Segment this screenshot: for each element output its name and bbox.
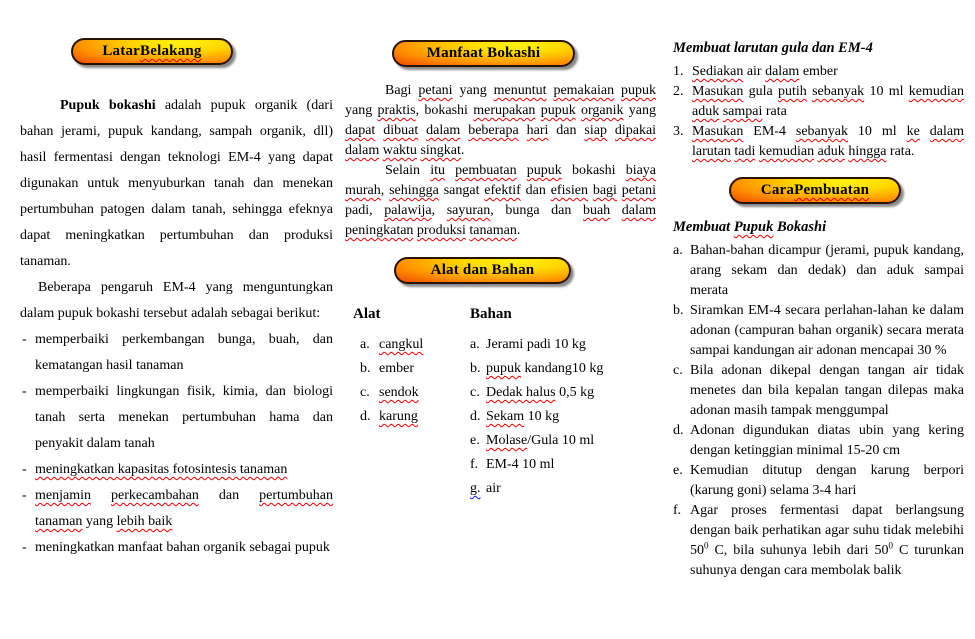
alat-item (353, 407, 470, 427)
paragraph-definisi-bokashi: Pupuk bokashi adalah pupuk organik (dari bahan jerami, pupuk kandang, sampah organik, dll) hasil fermentasi dengan teknologi EM-4 yang dapat digunakan untuk menyuburkan tanah dan menekan pertumbuhan patogen dalam tanah, sehingga efeknya dapat meningkatkan pertumbuhan dan produksi tanaman. (20, 98, 333, 269)
list-item-text: Adonan digundukan diatas ubin yang kering dengan ketinggian minimal 15-20 cm (690, 423, 964, 458)
alat-bahan-lists (345, 306, 656, 503)
alat-list-group (353, 306, 470, 503)
list-item-marker: d. (360, 409, 371, 424)
pembuatan-step (673, 241, 964, 301)
list-item-text: Sekam 10 kg (486, 409, 560, 424)
list-item-marker: b. (673, 303, 684, 318)
bahan-list (470, 335, 656, 499)
column-manfaat-alat-bahan (345, 40, 656, 503)
list-item-text: menjamin perkecambahan dan pertumbuhan tanaman yang lebih baik (35, 488, 334, 529)
bahan-item (470, 383, 656, 403)
bahan-item (470, 359, 656, 379)
paragraph-pengaruh-intro: Beberapa pengaruh EM-4 yang menguntungkan dalam pupuk bokashi tersebut adalah sebagai berikut: (20, 280, 333, 321)
list-item-text: memperbaiki lingkungan fisik, kimia, dan biologi tanah serta menekan pertumbuhan hama dan penyakit dalam tanah (35, 384, 333, 451)
list-item-marker: a. (673, 243, 683, 258)
list-item-marker: f. (673, 503, 682, 518)
list-item-text: Dedak halus 0,5 kg (486, 385, 595, 400)
alat-item (353, 383, 470, 403)
benefit-item (20, 483, 333, 535)
list-item-text: Siramkan EM-4 secara perlahan-lahan ke dalam adonan (campuran bahan organik) secara merata sampai kandungan air adonan mencapai 30 % (690, 303, 964, 358)
list-item-marker: a. (360, 337, 370, 352)
bahan-item (470, 407, 656, 427)
bahan-item (470, 335, 656, 355)
list-item-text: karung (379, 409, 418, 424)
list-item-marker: b. (360, 361, 371, 376)
pembuatan-step (673, 461, 964, 501)
pembuatan-step (673, 501, 964, 581)
list-item-marker: c. (470, 385, 480, 400)
heading-membuat-larutan: Membuat larutan gula dan EM-4 (673, 40, 873, 56)
column-cara-pembuatan (673, 40, 964, 581)
larutan-step (673, 122, 964, 162)
benefit-item (20, 327, 333, 379)
list-item-marker: 2. (673, 84, 684, 99)
alat-item (353, 335, 470, 355)
section-badge-manfaat-bokashi: Manfaat Bokashi (392, 40, 575, 67)
list-item-marker: - (22, 488, 27, 503)
list-item-text: meningkatkan kapasitas fotosintesis tanaman (35, 462, 288, 477)
list-item-text: Jerami padi 10 kg (486, 337, 586, 352)
list-item-marker: b. (470, 361, 481, 376)
bahan-list-group (470, 306, 656, 503)
list-item-text: ember (379, 361, 414, 376)
list-item-marker: c. (360, 385, 370, 400)
larutan-step-list (673, 62, 964, 162)
column-latar-belakang (20, 38, 333, 561)
bahan-heading: Bahan (470, 306, 512, 322)
section-badge-latar-belakang: Latar Belakang (71, 38, 233, 65)
benefit-item (20, 379, 333, 457)
list-item-marker: e. (470, 433, 480, 448)
alat-list (353, 335, 470, 427)
list-item-marker: e. (673, 463, 683, 478)
larutan-step (673, 82, 964, 122)
benefit-item (20, 457, 333, 483)
section-badge-cara-pembuatan: Cara Pembuatan (729, 177, 901, 204)
list-item-text: memperbaiki perkembangan bunga, buah, dan kematangan hasil tanaman (35, 332, 333, 373)
list-item-text: air (486, 481, 501, 496)
list-item-text: Sediakan air dalam ember (692, 64, 838, 79)
list-item-text: cangkul (379, 337, 424, 352)
list-item-text: Bahan-bahan dicampur (jerami, pupuk kandang, arang sekam dan dedak) dan aduk sampai merata (690, 243, 964, 298)
list-item-marker: d. (673, 423, 684, 438)
list-item-text: sendok (379, 385, 419, 400)
list-item-text: Bila adonan dikepal dengan tangan air tidak menetes dan bila kepalan tangan dilepas maka adonan masih tampak menggumpal (690, 363, 964, 418)
list-item-text: Agar proses fermentasi dapat berlangsung dengan baik perhatikan agar suhu tidak melebihi $50^0$ C, bila suhunya lebih dari $50^0$ C turunkan suhunya dengan cara membolak balik (690, 503, 964, 578)
bahan-item (470, 431, 656, 451)
list-item-text: Kemudian ditutup dengan karung berpori (karung goni) selama 3-4 hari (690, 463, 964, 498)
pembuatan-step-list (673, 241, 964, 581)
list-item-marker: a. (470, 337, 480, 352)
pembuatan-step (673, 421, 964, 461)
list-item-marker: c. (673, 363, 683, 378)
list-item-marker: - (22, 540, 27, 555)
list-item-marker: - (22, 332, 27, 347)
list-item-text: Molase/Gula 10 ml (486, 433, 595, 448)
list-item-text: meningkatkan manfaat bahan organik sebagai pupuk (35, 540, 330, 555)
heading-membuat-pupuk-bokashi: Membuat Pupuk Bokashi (673, 219, 827, 235)
bahan-item (470, 479, 656, 499)
larutan-step (673, 62, 964, 82)
list-item-marker: - (22, 462, 27, 477)
benefit-item (20, 535, 333, 561)
list-item-marker: - (22, 384, 27, 399)
list-item-marker: d. (470, 409, 481, 424)
list-item-text: Masukan gula putih sebanyak 10 ml kemudian aduk sampai rata (692, 84, 964, 119)
pembuatan-step (673, 361, 964, 421)
bahan-item (470, 455, 656, 475)
list-item-text: EM-4 10 ml (486, 457, 555, 472)
list-item-marker: 1. (673, 64, 684, 79)
list-item-marker: 3. (673, 124, 684, 139)
pembuatan-step (673, 301, 964, 361)
alat-item (353, 359, 470, 379)
paragraph-manfaat-2: Selain itu pembuatan pupuk bokashi biaya murah, sehingga sangat efektif dan efisien bagi petani padi, palawija, sayuran, bunga dan buah dalam peningkatan produksi tanaman. (345, 163, 657, 238)
benefit-list (20, 327, 333, 561)
list-item-text: pupuk kandang10 kg (486, 361, 604, 376)
paragraph-manfaat-1: Bagi petani yang menuntut pemakaian pupuk yang praktis, bokashi merupakan pupuk organik yang dapat dibuat dalam beberapa hari dan siap dipakai dalam waktu singkat. (345, 83, 657, 158)
list-item-marker: g. (470, 481, 481, 496)
alat-heading: Alat (353, 306, 381, 322)
list-item-text: Masukan EM-4 sebanyak 10 ml ke dalam larutan tadi kemudian aduk hingga rata. (692, 124, 964, 159)
list-item-marker: f. (470, 457, 479, 472)
section-badge-alat-dan-bahan: Alat dan Bahan (394, 257, 571, 284)
